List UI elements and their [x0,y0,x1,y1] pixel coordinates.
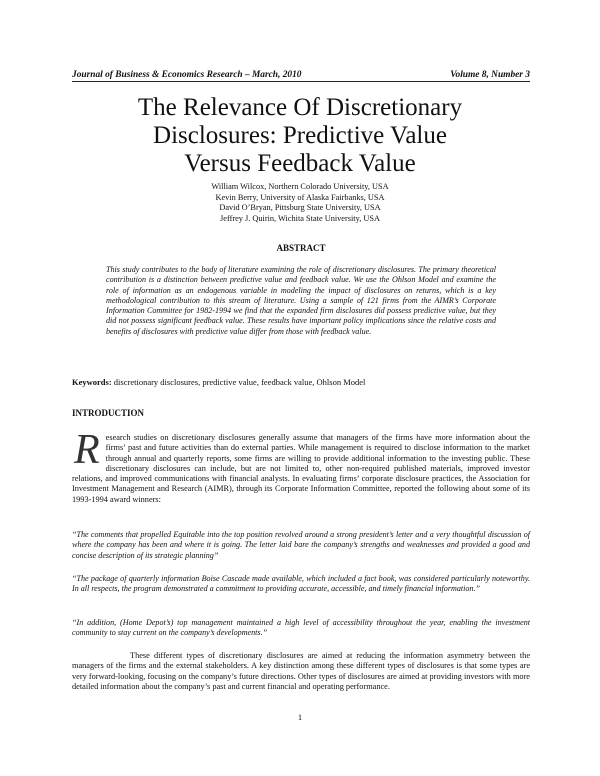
title-line-3: Versus Feedback Value [184,150,416,177]
volume-number: Volume 8, Number 3 [450,70,530,80]
quote-home-depot: “In addition, (Home Depot’s) top management maintained a high level of accessibility throughout the year, enabling the investment community to stay current on the company’s developments.” [72,618,530,638]
page-number: 1 [297,712,303,722]
quote-boise-cascade: “The package of quarterly information Boise Cascade made available, which included a fact book, was considered particularly noteworthy. In all respects, the program demonstrated a commitment to providing accurate, accessible, and timely financial information.” [72,574,530,594]
drop-cap: R [74,427,100,473]
author-1: William Wilcox, Northern Colorado University, USA [211,182,389,191]
journal-name: Journal of Business & Economics Research – March, 2010 [72,70,302,80]
author-2: Kevin Berry, University of Alaska Fairbanks, USA [215,192,385,202]
author-4: Jeffrey J. Quirin, Wichita State University, USA [220,213,380,223]
running-header [72,70,530,82]
abstract-body: This study contributes to the body of literature examining the role of discretionary disclosures. The primary theoretical contribution is a distinction between predictive value and feedback value. We use the Ohlson Model and examine the role of information as an endogenous variable in modeling the impact of disclosures on returns, which is a key methodological contribution to this stream of literature. Using a sample of 121 firms from the AIMR’s Corporate Information Committee for 1982-1994 we find that the expanded firm disclosures did possess predictive value, but they did not possess significant feedback value. These results have important policy implications since the relative costs and benefits of disclosures with predictive value differ from those with feedback value. [106,265,496,336]
author-list [100,182,500,224]
author-3: David O’Bryan, Pittsburg State University, USA [219,203,381,213]
keywords-label: Keywords: [72,377,112,387]
keywords-text: discretionary disclosures, predictive value, feedback value, Ohlson Model [111,377,366,387]
title-line-1: The Relevance Of Discretionary [137,94,463,121]
paper-title [60,94,540,178]
closing-paragraph: These different types of discretionary disclosures are aimed at reducing the information asymmetry between the managers of the firms and the external stakeholders. A key distinction among these different types of disclosures is that some types are very forward-looking, focusing on the company’s future directions. Other types of disclosures are aimed at providing investors with more detailed information about the company’s past and current financial and operating performance. [72,651,530,691]
keywords [72,377,530,387]
introduction-paragraph [72,427,530,505]
quote-equitable: “The comments that propelled Equitable into the top position revolved around a strong president’s letter and a very thoughtful discussion of where the company has been and where it is going. The letter laid bare the company’s strengths and weaknesses and provided a good and concise description of its strategic planning” [72,530,530,560]
abstract-heading: ABSTRACT [276,243,326,253]
introduction-body: esearch studies on discretionary disclosures generally assume that managers of the firms have more information about the firms’ past and future activities than do external parties. While management is required to disclose information to the market through annual and quarterly reports, some firms are willing to provide additional information to the investing public. These discretionary disclosures can include, but are not limited to, other non-required published materials, improved investor relations, and improved communications with financial analysts. In evaluating firms’ corporate disclosure practices, the Association for Investment Management and Research (AIMR), through its Corporate Information Committee, reported the following about some of its 1993-1994 award winners: [72,433,530,504]
introduction-heading: INTRODUCTION [72,408,145,418]
title-line-2: Disclosures: Predictive Value [153,122,447,149]
